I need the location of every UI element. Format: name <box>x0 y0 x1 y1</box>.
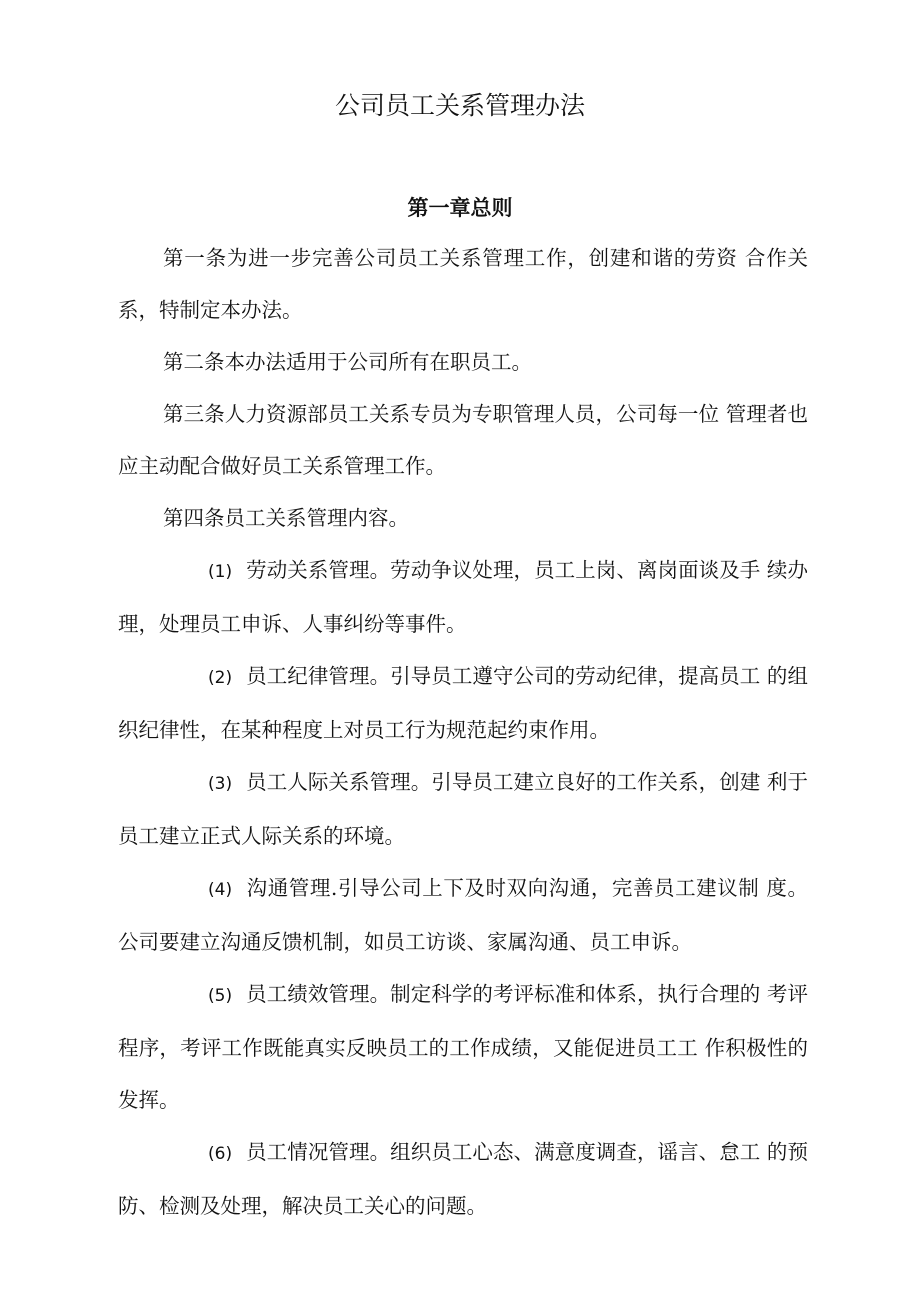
item-text: 劳动关系管理。劳动争议处理，员工上岗、离岗面谈及手 续办理，处理员工申诉、人事纠纷等事件。 <box>118 558 808 636</box>
article-text: 第三条人力资源部员工关系专员为专职管理人员，公司每一位 管理者也应主动配合做好员工关系管理工作。 <box>118 402 808 478</box>
item-number: (4) <box>208 880 233 900</box>
item-text: 员工情况管理。组织员工心态、满意度调查，谣言、怠工 的预防、检测及处理，解决员工关心的问题。 <box>118 1140 808 1218</box>
list-item-4 <box>118 862 808 968</box>
item-text: 员工绩效管理。制定科学的考评标准和体系，执行合理的 考评程序，考评工作既能真实反映员工的工作成绩，又能促进员工工 作积极性的发挥。 <box>118 982 808 1112</box>
document-title: 公司员工关系管理办法 <box>334 91 585 120</box>
list-item-1 <box>118 544 808 650</box>
list-item-5 <box>118 968 808 1126</box>
article-4 <box>118 492 808 544</box>
item-number: (5) <box>208 986 233 1006</box>
list-item-6 <box>118 1126 808 1232</box>
item-number: (6) <box>208 1144 233 1164</box>
article-3 <box>118 388 808 492</box>
list-item-3 <box>118 756 808 862</box>
item-number: (1) <box>208 562 233 582</box>
chapter-heading: 第一章总则 <box>407 196 513 220</box>
article-1 <box>118 232 808 336</box>
article-text: 第四条员工关系管理内容。 <box>163 506 409 530</box>
item-number: (3) <box>208 774 233 794</box>
item-number: (2) <box>208 668 233 688</box>
document-body <box>118 232 808 1232</box>
item-text: 沟通管理.引导公司上下及时双向沟通，完善员工建议制 度。公司要建立沟通反馈机制，如员工访谈、家属沟通、员工申诉。 <box>118 876 808 954</box>
item-text: 员工人际关系管理。引导员工建立良好的工作关系，创建 利于员工建立正式人际关系的环境。 <box>118 770 808 848</box>
article-text: 第一条为进一步完善公司员工关系管理工作，创建和谐的劳资 合作关系，特制定本办法。 <box>118 246 808 322</box>
article-text: 第二条本办法适用于公司所有在职员工。 <box>163 350 532 374</box>
article-2 <box>118 336 808 388</box>
item-text: 员工纪律管理。引导员工遵守公司的劳动纪律，提高员工 的组织纪律性，在某种程度上对员工行为规范起约束作用。 <box>118 664 808 742</box>
list-item-2 <box>118 650 808 756</box>
